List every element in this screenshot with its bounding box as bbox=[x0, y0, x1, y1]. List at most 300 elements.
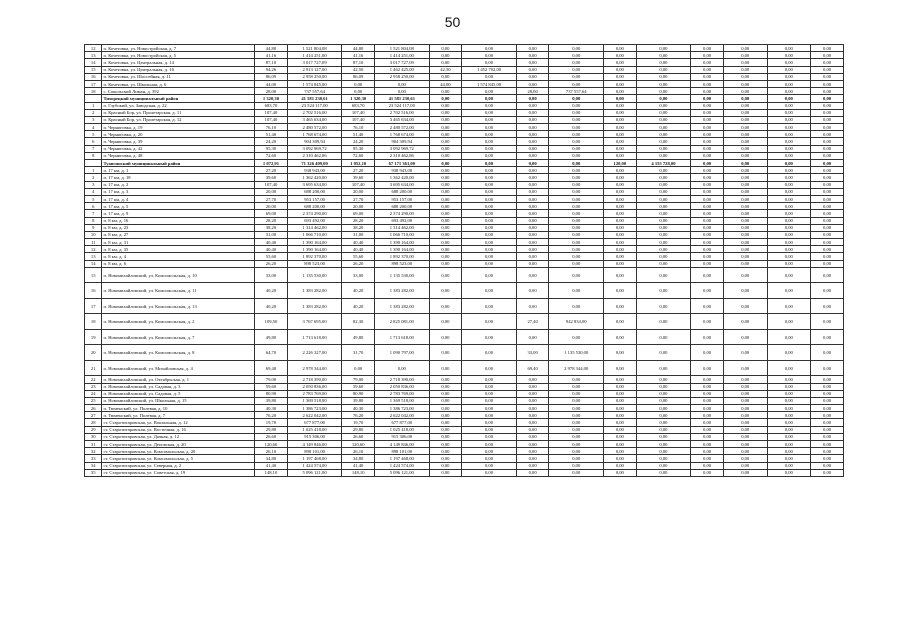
table-row bbox=[85, 188, 844, 195]
value-cell: 40,30 bbox=[342, 405, 375, 412]
value-cell: 24,20 bbox=[255, 138, 288, 145]
row-number: 17 bbox=[85, 80, 102, 87]
value-cell: 0,00 bbox=[691, 116, 724, 123]
value-cell: 0,00 bbox=[691, 45, 724, 52]
value-cell: 0,00 bbox=[767, 345, 811, 361]
value-cell: 0,00 bbox=[462, 345, 517, 361]
value-cell: 0,00 bbox=[429, 181, 462, 188]
value-cell: 0,00 bbox=[767, 174, 811, 181]
table-row bbox=[85, 167, 844, 174]
value-cell: 0,00 bbox=[636, 174, 691, 181]
value-cell: 0,00 bbox=[691, 102, 724, 109]
row-number: 19 bbox=[85, 329, 102, 345]
value-cell: 1 386 723,00 bbox=[375, 405, 430, 412]
value-cell: 0,00 bbox=[767, 314, 811, 330]
value-cell: 0,00 bbox=[767, 298, 811, 314]
address-cell: п. 17 км, д. 4 bbox=[102, 195, 255, 202]
value-cell: 0,00 bbox=[429, 95, 462, 102]
value-cell: 0,00 bbox=[603, 469, 636, 476]
value-cell: 0,00 bbox=[767, 448, 811, 455]
address-cell: п. 8 км, д. 4 bbox=[102, 253, 255, 260]
value-cell: 28,00 bbox=[516, 88, 549, 95]
row-number: 20 bbox=[85, 345, 102, 361]
value-cell: 0,00 bbox=[811, 217, 844, 224]
value-cell: 0,00 bbox=[603, 360, 636, 376]
value-cell: 0,00 bbox=[691, 95, 724, 102]
value-cell: 693 492,00 bbox=[375, 217, 430, 224]
value-cell: 1 369 518,00 bbox=[287, 397, 342, 404]
value-cell: 0,00 bbox=[549, 419, 604, 426]
address-cell: п. Новомихайловский, ул. Комсомольская, д. 11 bbox=[102, 283, 255, 299]
value-cell: 0,00 bbox=[723, 224, 767, 231]
value-cell: 87,10 bbox=[342, 59, 375, 66]
value-cell: 2 783 769,00 bbox=[375, 390, 430, 397]
value-cell: 4 149 846,00 bbox=[287, 441, 342, 448]
value-cell: 3 092 969,72 bbox=[287, 145, 342, 152]
value-cell: 0,00 bbox=[516, 59, 549, 66]
value-cell: 2 978 344,00 bbox=[287, 360, 342, 376]
value-cell: 0,00 bbox=[723, 433, 767, 440]
value-cell: 0,00 bbox=[462, 45, 517, 52]
value-cell: 0,00 bbox=[429, 195, 462, 202]
value-cell: 0,00 bbox=[603, 124, 636, 131]
value-cell: 0,00 bbox=[429, 239, 462, 246]
value-cell: 0,00 bbox=[516, 195, 549, 202]
value-cell: 0,00 bbox=[462, 260, 517, 267]
value-cell: 0,00 bbox=[811, 329, 844, 345]
value-cell: 3 465 634,00 bbox=[287, 116, 342, 123]
value-cell: 0,00 bbox=[811, 88, 844, 95]
row-number: 3 bbox=[85, 181, 102, 188]
value-cell: 0,00 bbox=[811, 210, 844, 217]
value-cell: 0,00 bbox=[636, 345, 691, 361]
value-cell: 898 101,00 bbox=[287, 448, 342, 455]
value-cell: 86,09 bbox=[342, 73, 375, 80]
value-cell: 0,00 bbox=[767, 433, 811, 440]
value-cell: 44,00 bbox=[429, 80, 462, 87]
value-cell: 0,00 bbox=[516, 405, 549, 412]
value-cell: 26,60 bbox=[255, 433, 288, 440]
table-row bbox=[85, 283, 844, 299]
value-cell: 0,00 bbox=[691, 174, 724, 181]
value-cell: 3 695 634,00 bbox=[287, 181, 342, 188]
value-cell: 0,00 bbox=[811, 95, 844, 102]
row-number: 6 bbox=[85, 203, 102, 210]
district-subtotal-row bbox=[85, 160, 844, 167]
value-cell: 0,00 bbox=[429, 246, 462, 253]
value-cell: 0,00 bbox=[723, 217, 767, 224]
value-cell: 0,00 bbox=[723, 267, 767, 283]
value-cell: 0,00 bbox=[549, 116, 604, 123]
value-cell: 1 452 702,00 bbox=[462, 66, 517, 73]
value-cell: 69,00 bbox=[255, 210, 288, 217]
table-row bbox=[85, 174, 844, 181]
value-cell: 0,00 bbox=[603, 231, 636, 238]
address-cell: п. Новомихайловский, ул. Комсомольская, д. 7 bbox=[102, 329, 255, 345]
value-cell: 0,00 bbox=[691, 283, 724, 299]
table-row bbox=[85, 433, 844, 440]
value-cell: 0,00 bbox=[516, 45, 549, 52]
value-cell: 0,00 bbox=[767, 455, 811, 462]
value-cell: 0,00 bbox=[549, 124, 604, 131]
value-cell: 0,00 bbox=[691, 267, 724, 283]
value-cell: 95,30 bbox=[255, 145, 288, 152]
value-cell: 33,00 bbox=[516, 345, 549, 361]
value-cell: 915 306,00 bbox=[287, 433, 342, 440]
value-cell: 0,00 bbox=[636, 412, 691, 419]
row-number: 4 bbox=[85, 124, 102, 131]
value-cell: 0,00 bbox=[516, 174, 549, 181]
row-number: 2 bbox=[85, 174, 102, 181]
value-cell: 0,00 bbox=[462, 426, 517, 433]
value-cell: 0,00 bbox=[516, 203, 549, 210]
value-cell: 39,80 bbox=[255, 397, 288, 404]
value-cell: 898 523,00 bbox=[287, 260, 342, 267]
value-cell: 0,00 bbox=[516, 419, 549, 426]
value-cell: 0,00 bbox=[636, 405, 691, 412]
value-cell: 737 557,64 bbox=[287, 88, 342, 95]
value-cell: 0,00 bbox=[767, 52, 811, 59]
value-cell: 1 135 530,00 bbox=[549, 345, 604, 361]
value-cell: 0,00 bbox=[549, 239, 604, 246]
value-cell: 0,00 bbox=[723, 412, 767, 419]
address-cell: п. 8 км, д. 6 bbox=[102, 260, 255, 267]
value-cell: 0,00 bbox=[603, 174, 636, 181]
value-cell: 41 581 230,61 bbox=[287, 95, 342, 102]
address-cell: п. 17 км, д. 5 bbox=[102, 203, 255, 210]
value-cell: 0,00 bbox=[636, 298, 691, 314]
value-cell: 67 171 361,00 bbox=[375, 160, 430, 167]
value-cell: 898 101,00 bbox=[375, 448, 430, 455]
row-number: 30 bbox=[85, 433, 102, 440]
address-cell: п. Новомихайловский, ул. Комсомольская, д. 2 bbox=[102, 314, 255, 330]
value-cell: 107,40 bbox=[342, 181, 375, 188]
address-cell: п. Новомихайловский, ул. Школьная, д. 15 bbox=[102, 397, 255, 404]
value-cell: 0,00 bbox=[549, 167, 604, 174]
value-cell: 0,00 bbox=[691, 80, 724, 87]
value-cell: 0,00 bbox=[723, 174, 767, 181]
value-cell: 0,00 bbox=[636, 283, 691, 299]
value-cell: 0,00 bbox=[691, 124, 724, 131]
value-cell: 0,00 bbox=[767, 441, 811, 448]
address-cell: п. 17 км, д. 1 bbox=[102, 167, 255, 174]
value-cell: 0,00 bbox=[603, 131, 636, 138]
value-cell: 0,00 bbox=[603, 95, 636, 102]
value-cell: 0,00 bbox=[811, 345, 844, 361]
value-cell: 3 465 634,00 bbox=[375, 116, 430, 123]
value-cell: 0,00 bbox=[549, 231, 604, 238]
value-cell: 40,40 bbox=[255, 239, 288, 246]
table-row bbox=[85, 145, 844, 152]
value-cell: 0,00 bbox=[462, 181, 517, 188]
table-row bbox=[85, 195, 844, 202]
value-cell: 1 314 462,00 bbox=[287, 224, 342, 231]
value-cell: 2 718 390,00 bbox=[287, 376, 342, 383]
value-cell: 79,00 bbox=[342, 376, 375, 383]
row-number: 32 bbox=[85, 448, 102, 455]
value-cell: 0,00 bbox=[767, 383, 811, 390]
value-cell: 0,00 bbox=[462, 383, 517, 390]
value-cell: 0,00 bbox=[603, 66, 636, 73]
value-cell: 0,00 bbox=[549, 217, 604, 224]
value-cell: 0,00 bbox=[723, 109, 767, 116]
value-cell: 148,10 bbox=[342, 469, 375, 476]
value-cell: 0,00 bbox=[811, 203, 844, 210]
value-cell: 0,00 bbox=[516, 95, 549, 102]
value-cell: 76,20 bbox=[255, 412, 288, 419]
value-cell: 0,00 bbox=[462, 217, 517, 224]
address-cell: п. 17 км, д. 3 bbox=[102, 188, 255, 195]
value-cell: 0,00 bbox=[811, 231, 844, 238]
value-cell: 31,00 bbox=[342, 231, 375, 238]
value-cell: 0,00 bbox=[516, 426, 549, 433]
value-cell: 0,00 bbox=[723, 138, 767, 145]
row-number: 6 bbox=[85, 138, 102, 145]
value-cell: 51,40 bbox=[255, 131, 288, 138]
row-number: 13 bbox=[85, 253, 102, 260]
value-cell: 0,00 bbox=[549, 73, 604, 80]
value-cell: 0,00 bbox=[429, 188, 462, 195]
value-cell: 1 066 710,00 bbox=[287, 231, 342, 238]
address-cell: п. Черниговка, д. 20 bbox=[102, 131, 255, 138]
value-cell: 0,00 bbox=[691, 59, 724, 66]
value-cell: 76,20 bbox=[342, 412, 375, 419]
value-cell: 0,00 bbox=[636, 246, 691, 253]
row-number: 8 bbox=[85, 217, 102, 224]
value-cell: 0,00 bbox=[429, 283, 462, 299]
value-cell: 0,00 bbox=[811, 283, 844, 299]
row-number: 5 bbox=[85, 131, 102, 138]
value-cell: 0,00 bbox=[516, 455, 549, 462]
value-cell: 0,00 bbox=[691, 419, 724, 426]
value-cell: 51,40 bbox=[342, 131, 375, 138]
value-cell: 0,00 bbox=[462, 419, 517, 426]
row-number: 21 bbox=[85, 360, 102, 376]
value-cell: 0,00 bbox=[549, 469, 604, 476]
value-cell: 0,00 bbox=[549, 433, 604, 440]
value-cell: 0,00 bbox=[636, 145, 691, 152]
value-cell: 0,00 bbox=[811, 412, 844, 419]
value-cell: 0,00 bbox=[429, 224, 462, 231]
value-cell: 0,00 bbox=[462, 152, 517, 159]
value-cell: 0,00 bbox=[462, 246, 517, 253]
value-cell: 40,40 bbox=[255, 246, 288, 253]
value-cell: 0,00 bbox=[429, 253, 462, 260]
value-cell: 86,09 bbox=[255, 73, 288, 80]
value-cell: 1 314 462,00 bbox=[375, 224, 430, 231]
value-cell: 0,00 bbox=[603, 405, 636, 412]
value-cell: 0,00 bbox=[636, 448, 691, 455]
value-cell: 80,90 bbox=[255, 390, 288, 397]
value-cell: 0,00 bbox=[429, 45, 462, 52]
value-cell: 1 066 710,00 bbox=[375, 231, 430, 238]
row-number: 18 bbox=[85, 314, 102, 330]
value-cell: 0,00 bbox=[811, 181, 844, 188]
value-cell: 0,00 bbox=[811, 390, 844, 397]
value-cell: 0,00 bbox=[811, 314, 844, 330]
value-cell: 0,00 bbox=[691, 131, 724, 138]
value-cell: 677 877,00 bbox=[287, 419, 342, 426]
value-cell: 0,00 bbox=[767, 116, 811, 123]
value-cell: 0,00 bbox=[723, 210, 767, 217]
value-cell: 109,50 bbox=[255, 314, 288, 330]
value-cell: 0,00 bbox=[603, 390, 636, 397]
table-row bbox=[85, 462, 844, 469]
value-cell: 0,00 bbox=[811, 433, 844, 440]
value-cell: 0,00 bbox=[811, 52, 844, 59]
value-cell: 0,00 bbox=[767, 80, 811, 87]
row-number: 1 bbox=[85, 167, 102, 174]
value-cell: 0,00 bbox=[549, 203, 604, 210]
value-cell: 0,00 bbox=[516, 253, 549, 260]
value-cell: 19,70 bbox=[255, 419, 288, 426]
value-cell: 0,00 bbox=[723, 360, 767, 376]
value-cell: 0,00 bbox=[691, 397, 724, 404]
value-cell: 0,00 bbox=[462, 88, 517, 95]
value-cell: 0,00 bbox=[603, 181, 636, 188]
value-cell: 0,00 bbox=[723, 383, 767, 390]
value-cell: 898 523,00 bbox=[375, 260, 430, 267]
value-cell: 20,00 bbox=[342, 203, 375, 210]
value-cell: 1 383 282,00 bbox=[287, 283, 342, 299]
value-cell: 0,00 bbox=[636, 109, 691, 116]
table-row bbox=[85, 376, 844, 383]
value-cell: 0,00 bbox=[723, 376, 767, 383]
value-cell: 0,00 bbox=[636, 203, 691, 210]
value-cell: 0,00 bbox=[767, 88, 811, 95]
value-cell: 0,00 bbox=[811, 59, 844, 66]
value-cell: 2 622 042,00 bbox=[375, 412, 430, 419]
value-cell: 0,00 bbox=[723, 390, 767, 397]
row-number: 16 bbox=[85, 73, 102, 80]
table-row bbox=[85, 181, 844, 188]
value-cell: 40,40 bbox=[342, 246, 375, 253]
value-cell: 0,00 bbox=[603, 195, 636, 202]
value-cell: 0,00 bbox=[462, 195, 517, 202]
value-cell: 0,00 bbox=[429, 426, 462, 433]
value-cell: 1 025 418,00 bbox=[287, 426, 342, 433]
district-subtotal-row bbox=[85, 95, 844, 102]
value-cell: 904 309,94 bbox=[375, 138, 430, 145]
value-cell: 0,00 bbox=[429, 376, 462, 383]
value-cell: 1 892 370,00 bbox=[287, 253, 342, 260]
value-cell: 0,00 bbox=[636, 167, 691, 174]
value-cell: 0,00 bbox=[462, 160, 517, 167]
value-cell: 688 200,00 bbox=[287, 203, 342, 210]
address-cell: п. Новомихайловский, ул. Садовая, д. 5 bbox=[102, 390, 255, 397]
value-cell: 0,00 bbox=[691, 390, 724, 397]
value-cell: 0,00 bbox=[462, 59, 517, 66]
value-cell: 0,00 bbox=[691, 469, 724, 476]
value-cell: 107,40 bbox=[342, 116, 375, 123]
value-cell: 0,00 bbox=[636, 360, 691, 376]
row-number: 23 bbox=[85, 383, 102, 390]
address-cell: п. Черниговка, д. 19 bbox=[102, 124, 255, 131]
row-number: 34 bbox=[85, 462, 102, 469]
value-cell: 0,00 bbox=[429, 174, 462, 181]
value-cell: 0,00 bbox=[691, 167, 724, 174]
value-cell: 26,60 bbox=[342, 433, 375, 440]
value-cell: 0,00 bbox=[767, 210, 811, 217]
value-cell: 1 574 845,00 bbox=[287, 80, 342, 87]
value-cell: 64,70 bbox=[255, 345, 288, 361]
value-cell: 904 309,94 bbox=[287, 138, 342, 145]
value-cell: 38,20 bbox=[342, 224, 375, 231]
value-cell: 0,00 bbox=[767, 188, 811, 195]
row-number: 3 bbox=[85, 116, 102, 123]
row-number: 31 bbox=[85, 441, 102, 448]
value-cell: 28,20 bbox=[255, 217, 288, 224]
value-cell: 0,00 bbox=[767, 239, 811, 246]
value-cell: 5 096 121,00 bbox=[287, 469, 342, 476]
value-cell: 0,00 bbox=[636, 73, 691, 80]
address-cell: п. 8 км, д. 23 bbox=[102, 224, 255, 231]
value-cell: 0,00 bbox=[429, 152, 462, 159]
value-cell: 0,00 bbox=[767, 73, 811, 80]
value-cell: 0,00 bbox=[429, 102, 462, 109]
value-cell: 0,00 bbox=[723, 260, 767, 267]
value-cell: 0,00 bbox=[429, 167, 462, 174]
value-cell: 0,00 bbox=[603, 448, 636, 455]
value-cell: 0,00 bbox=[429, 405, 462, 412]
value-cell: 0,00 bbox=[811, 376, 844, 383]
value-cell: 0,00 bbox=[462, 267, 517, 283]
row-number: 1 bbox=[85, 102, 102, 109]
value-cell: 41,40 bbox=[342, 462, 375, 469]
value-cell: 2 480 572,00 bbox=[287, 124, 342, 131]
value-cell: 0,00 bbox=[516, 217, 549, 224]
value-cell: 0,00 bbox=[462, 116, 517, 123]
value-cell: 0,00 bbox=[767, 267, 811, 283]
address-cell: п. Черниговка, д. 48 bbox=[102, 152, 255, 159]
table-row bbox=[85, 231, 844, 238]
row-number: 29 bbox=[85, 426, 102, 433]
table-row bbox=[85, 124, 844, 131]
value-cell: 1 424 574,00 bbox=[375, 462, 430, 469]
table-row bbox=[85, 405, 844, 412]
value-cell: 0,00 bbox=[603, 167, 636, 174]
value-cell: 1 383 282,00 bbox=[375, 298, 430, 314]
value-cell: 0,00 bbox=[723, 426, 767, 433]
value-cell: 0,00 bbox=[549, 131, 604, 138]
value-cell: 0,00 bbox=[723, 124, 767, 131]
value-cell: 0,00 bbox=[811, 253, 844, 260]
value-cell: 0,00 bbox=[767, 203, 811, 210]
value-cell: 0,00 bbox=[636, 253, 691, 260]
value-cell: 2 825 081,00 bbox=[375, 314, 430, 330]
value-cell: 0,00 bbox=[603, 441, 636, 448]
value-cell: 0,00 bbox=[723, 88, 767, 95]
value-cell: 0,00 bbox=[603, 116, 636, 123]
value-cell: 0,00 bbox=[636, 45, 691, 52]
value-cell: 0,00 bbox=[767, 231, 811, 238]
value-cell: 0,00 bbox=[691, 426, 724, 433]
value-cell: 1 521 804,08 bbox=[287, 45, 342, 52]
value-cell: 0,00 bbox=[636, 116, 691, 123]
value-cell: 0,00 bbox=[723, 253, 767, 260]
table-body bbox=[85, 45, 844, 477]
value-cell: 1 462 425,00 bbox=[375, 66, 430, 73]
table-row bbox=[85, 390, 844, 397]
value-cell: 0,00 bbox=[691, 52, 724, 59]
value-cell: 0,00 bbox=[429, 88, 462, 95]
address-cell: п. Кочетовка, ул. Школьная, д. 6 bbox=[102, 80, 255, 87]
value-cell: 0,00 bbox=[603, 260, 636, 267]
value-cell: 0,00 bbox=[516, 267, 549, 283]
value-cell: 2 958 250,00 bbox=[287, 73, 342, 80]
value-cell: 0,00 bbox=[636, 239, 691, 246]
value-cell: 20,00 bbox=[342, 188, 375, 195]
